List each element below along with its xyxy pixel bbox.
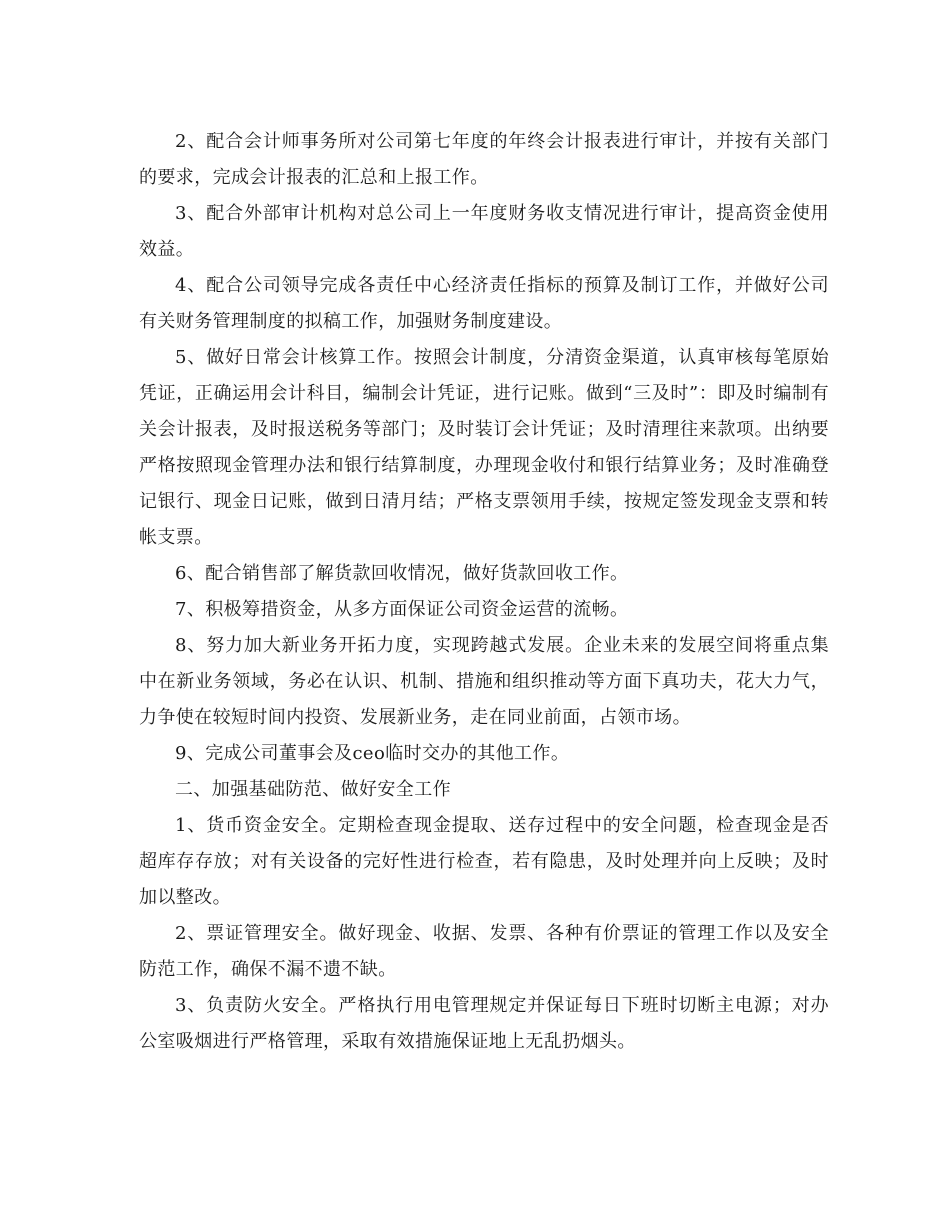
document-body bbox=[139, 124, 829, 1060]
paragraph-audit-year-end: 2、配合会计师事务所对公司第七年度的年终会计报表进行审计，并按有关部门的要求，完成会计报表的汇总和上报工作。 bbox=[139, 131, 829, 188]
paragraph-external-audit: 3、配合外部审计机构对总公司上一年度财务收支情况进行审计，提高资金使用效益。 bbox=[139, 203, 829, 260]
paragraph-budget-indicators: 4、配合公司领导完成各责任中心经济责任指标的预算及制订工作，并做好公司有关财务管理制度的拟稿工作，加强财务制度建设。 bbox=[139, 275, 829, 332]
paragraph-cash-safety: 1、货币资金安全。定期检查现金提取、送存过程中的安全问题，检查现金是否超库存存放；对有关设备的完好性进行检查，若有隐患，及时处理并向上反映；及时加以整改。 bbox=[139, 815, 829, 908]
paragraph-new-business: 8、努力加大新业务开拓力度，实现跨越式发展。企业未来的发展空间将重点集中在新业务领域，务必在认识、机制、措施和组织推动等方面下真功夫，花大力气，力争使在较短时间内投资、发展新业务，走在同业前面，占领市场。 bbox=[139, 635, 829, 728]
section-heading-safety: 二、加强基础防范、做好安全工作 bbox=[175, 779, 451, 800]
paragraph-fire-safety: 3、负责防火安全。严格执行用电管理规定并保证每日下班时切断主电源；对办公室吸烟进行严格管理，采取有效措施保证地上无乱扔烟头。 bbox=[139, 995, 829, 1052]
paragraph-fund-raising: 7、积极筹措资金，从多方面保证公司资金运营的流畅。 bbox=[175, 599, 629, 620]
paragraph-voucher-safety: 2、票证管理安全。做好现金、收据、发票、各种有价票证的管理工作以及安全防范工作，确保不漏不遗不缺。 bbox=[139, 923, 829, 980]
paragraph-daily-accounting: 5、做好日常会计核算工作。按照会计制度，分清资金渠道，认真审核每笔原始凭证，正确运用会计科目，编制会计凭证，进行记账。做到“三及时”：即及时编制有关会计报表，及时报送税务等部门；及时装订会计凭证；及时清理往来款项。出纳要严格按照现金管理办法和银行结算制度，办理现金收付和银行结算业务；及时准确登记银行、现金日记账，做到日清月结；严格支票领用手续，按规定签发现金支票和转帐支票。 bbox=[139, 347, 829, 548]
paragraph-payment-collection: 6、配合销售部了解货款回收情况，做好货款回收工作。 bbox=[175, 563, 629, 584]
paragraph-other-tasks: 9、完成公司董事会及ceo临时交办的其他工作。 bbox=[175, 743, 570, 764]
